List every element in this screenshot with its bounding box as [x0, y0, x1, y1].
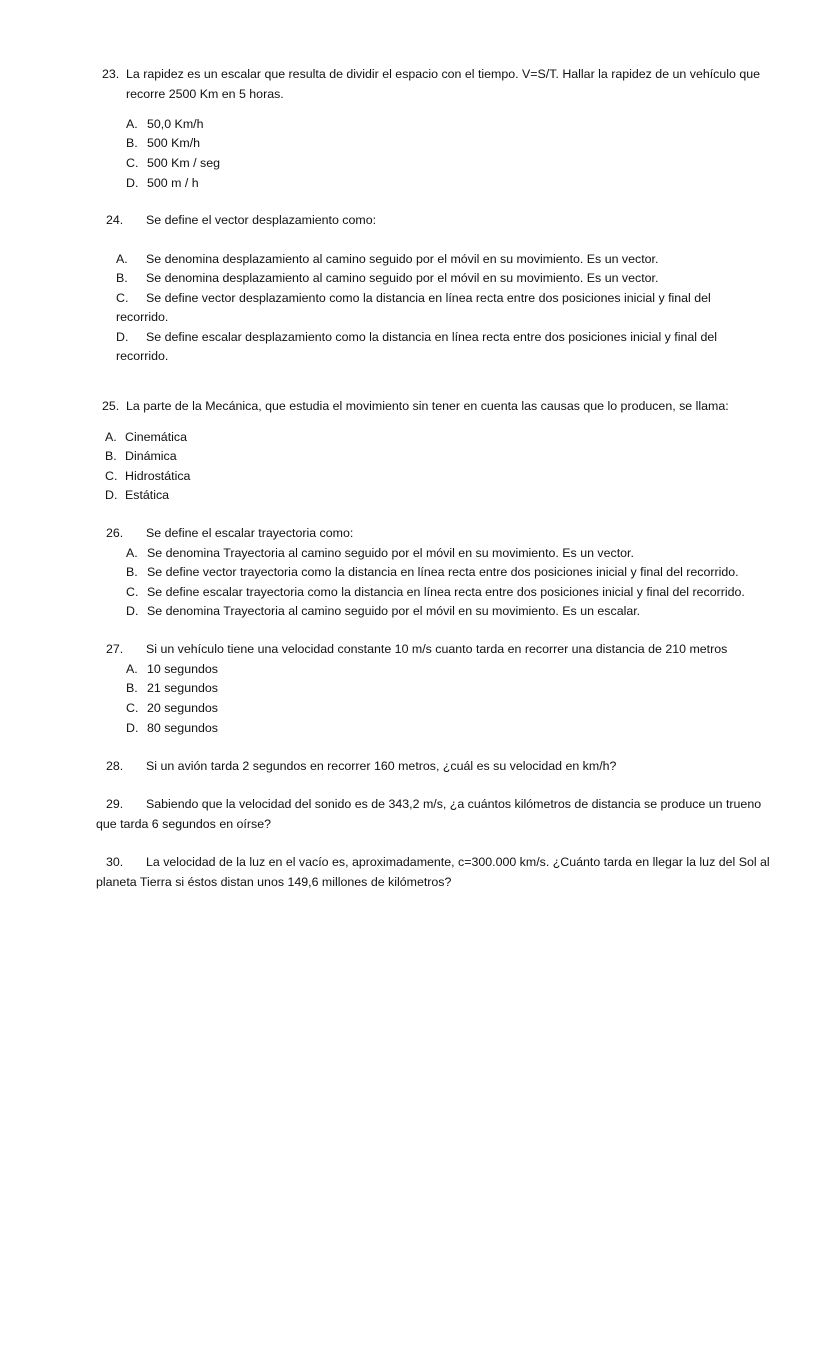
option-text: Se denomina Trayectoria al camino seguido por el móvil en su movimiento. Es un vector.	[147, 546, 634, 560]
option-23-a	[126, 115, 203, 135]
option-text: Se define vector trayectoria como la distancia en línea recta entre dos posiciones inicial y final del recorrido.	[147, 565, 739, 579]
option-text: Dinámica	[125, 449, 177, 463]
question-text: Se define el escalar trayectoria como:	[146, 526, 354, 540]
option-letter: D.	[105, 488, 118, 502]
option-26-d	[126, 602, 640, 622]
option-text: Se define vector desplazamiento como la distancia en línea recta entre dos posiciones inicial y final del	[146, 291, 711, 305]
option-text: 500 m / h	[147, 176, 199, 190]
option-letter: C.	[126, 701, 139, 715]
question-number: 23.	[102, 67, 120, 81]
question-text: Si un vehículo tiene una velocidad constante 10 m/s cuanto tarda en recorrer una distancia de 210 metros	[146, 642, 728, 656]
question-number: 28.	[106, 759, 124, 773]
question-number: 27.	[106, 642, 124, 656]
option-26-c	[126, 583, 745, 603]
option-23-b	[126, 134, 200, 154]
option-23-d	[126, 174, 199, 194]
question-30-line-1	[106, 853, 770, 873]
option-25-c	[105, 467, 190, 487]
option-text: 50,0 Km/h	[147, 117, 204, 131]
option-24-b	[116, 269, 658, 289]
question-text: Se define el vector desplazamiento como:	[146, 213, 377, 227]
option-text: 500 Km/h	[147, 136, 201, 150]
option-letter: C.	[105, 469, 118, 483]
option-text: Se denomina desplazamiento al camino seguido por el móvil en su movimiento. Es un vector.	[146, 271, 659, 285]
option-letter: D.	[116, 330, 129, 344]
question-text: Si un avión tarda 2 segundos en recorrer 160 metros, ¿cuál es su velocidad en km/h?	[146, 759, 617, 773]
question-24-line-1	[106, 211, 376, 231]
option-27-b	[126, 679, 218, 699]
question-23-line-1	[102, 65, 760, 85]
question-25-line-1	[102, 397, 729, 417]
option-text: 500 Km / seg	[147, 156, 221, 170]
option-text: Cinemática	[125, 430, 187, 444]
option-text: 80 segundos	[147, 721, 218, 735]
option-letter: B.	[105, 449, 117, 463]
option-letter: D.	[126, 604, 139, 618]
option-24-c-continuation: recorrido.	[116, 310, 169, 324]
question-29-line-2: que tarda 6 segundos en oírse?	[96, 817, 271, 831]
question-text: La rapidez es un escalar que resulta de dividir el espacio con el tiempo. V=S/T. Hallar la rapidez de un vehículo que	[126, 67, 761, 81]
question-text: La velocidad de la luz en el vacío es, aproximadamente, c=300.000 km/s. ¿Cuánto tarda en llegar la luz del Sol al	[146, 855, 770, 869]
option-text: Se denomina Trayectoria al camino seguido por el móvil en su movimiento. Es un escalar.	[147, 604, 641, 618]
question-29-line-1	[106, 795, 761, 815]
option-text: 20 segundos	[147, 701, 218, 715]
option-text: 21 segundos	[147, 681, 218, 695]
option-25-a	[105, 428, 187, 448]
option-text: 10 segundos	[147, 662, 218, 676]
option-letter: C.	[126, 156, 139, 170]
option-26-b	[126, 563, 739, 583]
option-letter: B.	[126, 136, 138, 150]
option-letter: A.	[126, 662, 138, 676]
option-27-a	[126, 660, 218, 680]
option-letter: A.	[105, 430, 117, 444]
question-30-line-2: planeta Tierra si éstos distan unos 149,6 millones de kilómetros?	[96, 875, 452, 889]
question-number: 29.	[106, 797, 124, 811]
question-number: 24.	[106, 213, 124, 227]
question-23-line-2: recorre 2500 Km en 5 horas.	[126, 87, 284, 101]
option-letter: C.	[116, 291, 129, 305]
question-number: 25.	[102, 399, 120, 413]
option-letter: B.	[116, 271, 128, 285]
option-27-c	[126, 699, 218, 719]
option-letter: D.	[126, 176, 139, 190]
question-text: La parte de la Mecánica, que estudia el movimiento sin tener en cuenta las causas que lo producen, se llama:	[126, 399, 729, 413]
option-24-c	[116, 289, 711, 309]
question-26-line-1	[106, 524, 353, 544]
option-letter: A.	[126, 546, 138, 560]
option-text: Estática	[125, 488, 170, 502]
option-letter: A.	[126, 117, 138, 131]
question-number: 30.	[106, 855, 124, 869]
option-letter: B.	[126, 565, 138, 579]
option-text: Hidrostática	[125, 469, 191, 483]
option-23-c	[126, 154, 220, 174]
question-27-line-1	[106, 640, 727, 660]
question-text: Sabiendo que la velocidad del sonido es de 343,2 m/s, ¿a cuántos kilómetros de distancia se produce un trueno	[146, 797, 762, 811]
option-25-d	[105, 486, 169, 506]
option-letter: B.	[126, 681, 138, 695]
option-25-b	[105, 447, 177, 467]
option-text: Se define escalar desplazamiento como la distancia en línea recta entre dos posiciones inicial y final del	[146, 330, 717, 344]
option-24-a	[116, 250, 658, 270]
option-26-a	[126, 544, 634, 564]
option-24-d-continuation: recorrido.	[116, 349, 169, 363]
option-27-d	[126, 719, 218, 739]
option-text: Se denomina desplazamiento al camino seguido por el móvil en su movimiento. Es un vector.	[146, 252, 659, 266]
question-28-line-1	[106, 757, 616, 777]
option-letter: C.	[126, 585, 139, 599]
option-letter: D.	[126, 721, 139, 735]
option-text: Se define escalar trayectoria como la distancia en línea recta entre dos posiciones inicial y final del recorrido.	[147, 585, 745, 599]
question-number: 26.	[106, 526, 124, 540]
option-24-d	[116, 328, 717, 348]
option-letter: A.	[116, 252, 128, 266]
